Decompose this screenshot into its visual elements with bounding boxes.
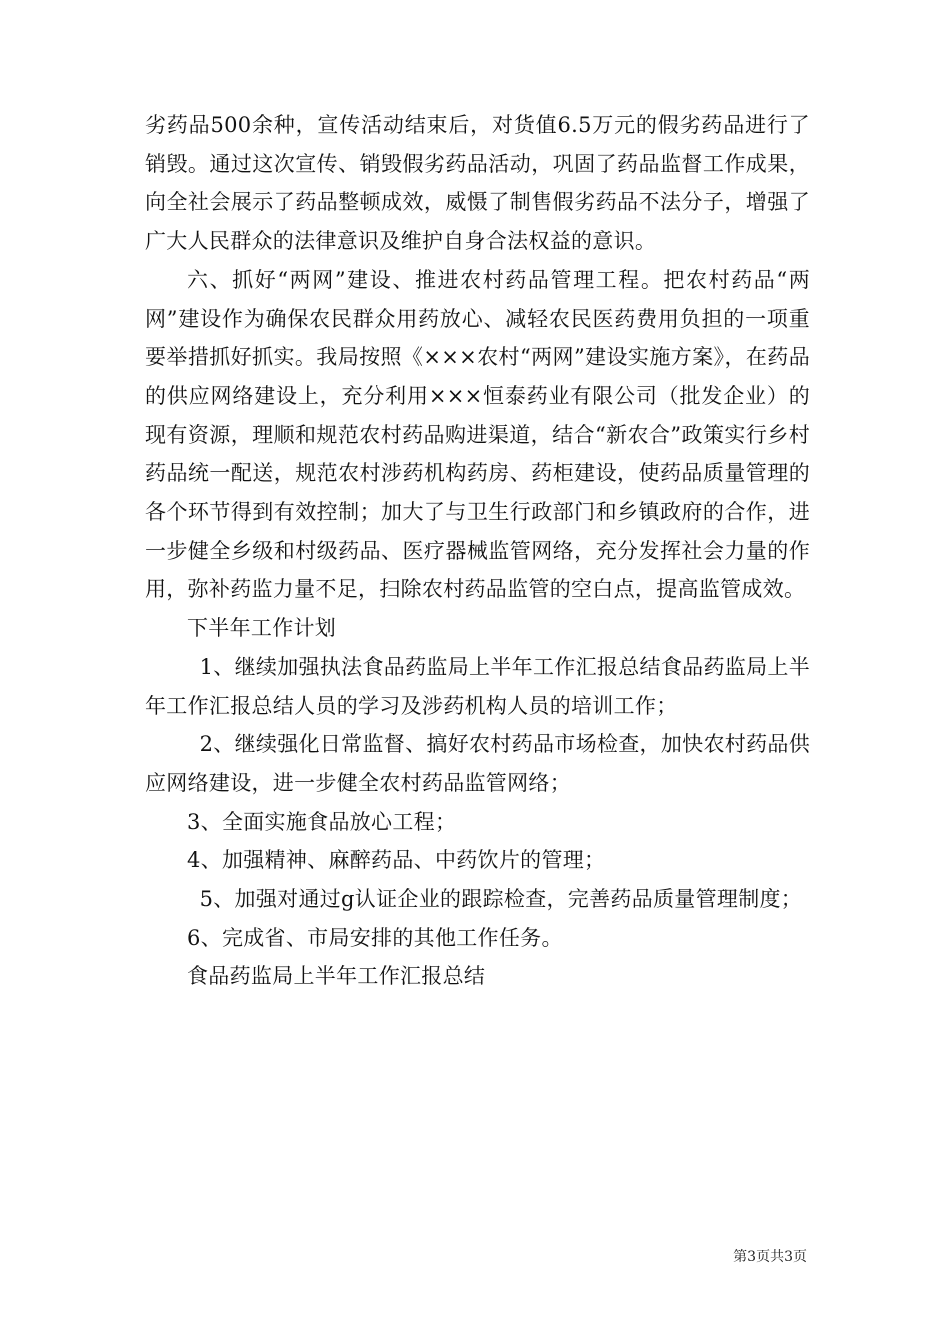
plan-item-2: 2、继续强化日常监督、搞好农村药品市场检查，加快农村药品供应网络建设，进一步健全农村药品监管网络； xyxy=(145,732,810,795)
paragraph-plan-heading: 下半年工作计划 xyxy=(187,616,337,641)
paragraph-section-six: 六、抓好“两网”建设、推进农村药品管理工程。把农村药品“两网”建设作为确保农民群众用药放心、减轻农民医药费用负担的一项重要举措抓好抓实。我局按照《×××农村“两网”建设实施方案》，在药品的供应网络建设上，充分利用×××恒泰药业有限公司（批发企业）的现有资源，理顺和规范农村药品购进渠道，结合“新农合”政策实行乡村药品统一配送，规范农村涉药机构药房、药柜建设，使药品质量管理的各个环节得到有效控制；加大了与卫生行政部门和乡镇政府的合作，进一步健全乡级和村级药品、医疗器械监管网络，充分发挥社会力量的作用，弥补药监力量不足，扫除农村药品监管的空白点，提高监管成效。 xyxy=(145,267,810,602)
plan-item-5: 5、加强对通过g认证企业的跟踪检查，完善药品质量管理制度； xyxy=(199,887,803,912)
plan-item-1: 1、继续加强执法食品药监局上半年工作汇报总结食品药监局上半年工作汇报总结人员的学习及涉药机构人员的培训工作； xyxy=(145,654,810,718)
document-title-footer: 食品药监局上半年工作汇报总结 xyxy=(187,964,486,989)
document-body xyxy=(145,106,810,996)
plan-item-3: 3、全面实施食品放心工程； xyxy=(187,809,457,834)
paragraph-continuation: 劣药品500余种，宣传活动结束后，对货值6.5万元的假劣药品进行了销毁。通过这次宣传、销毁假劣药品活动，巩固了药品监督工作成果，向全社会展示了药品整顿成效，威慑了制售假劣药品不法分子，增强了广大人民群众的法律意识及维护自身合法权益的意识。 xyxy=(145,113,810,254)
page-number: 第3页共3页 xyxy=(733,1249,807,1265)
plan-item-4: 4、加强精神、麻醉药品、中药饮片的管理； xyxy=(187,848,606,873)
plan-item-6: 6、完成省、市局安排的其他工作任务。 xyxy=(187,925,563,950)
